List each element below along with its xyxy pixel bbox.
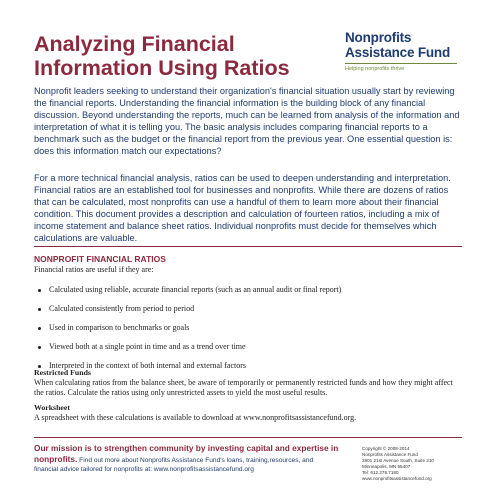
intro-paragraph-1: Nonprofit leaders seeking to understand their organization's financial situation usually start by reviewing the financial reports. Understanding the financial information is the building block of any financial discussion. Beyond understanding the reports, much can be learned from analysis of the information and interpretation of what it is telling you. The basic analysis includes comparing financial reports to a benchmark such as the budget or the financial report from the previous year. One essential question is: does this information match our expectations? — [34, 86, 460, 156]
logo-line-1: Nonprofits — [345, 30, 412, 45]
logo-line-2: Assistance Fund — [345, 45, 451, 60]
list-item-text: Used in comparison to benchmarks or goals — [49, 323, 190, 332]
org-name-line: Nonprofits Assistance Fund — [362, 451, 418, 457]
section-heading: NONPROFIT FINANCIAL RATIOS — [34, 254, 166, 264]
list-item-text: Calculated consistently from period to period — [49, 304, 195, 313]
list-item-text: Calculated using reliable, accurate financial reports (such as an annual audit or final report) — [49, 285, 342, 294]
list-item — [38, 342, 458, 361]
intro-paragraph-2: For a more technical financial analysis, ratios can be used to deepen understanding and interpretation. Financial ratios are an established tool for businesses and nonprofits. While there are dozens of ratios that can be calculated, most nonprofits can use a handful of them to learn more about their financial condition. This document provides a description and calculation of fourteen ratios, including a mix of income statement and balance sheet ratios. Individual nonprofits must decide for themselves which calculations are valuable. — [34, 173, 451, 243]
list-item — [38, 323, 458, 342]
mission-bold: Our mission is to strengthen community by investing capital and expertise in nonprofits. — [34, 443, 339, 464]
bullet-icon — [38, 308, 41, 311]
copyright-line: Copyright © 2008-2014 — [362, 446, 410, 451]
ratio-criteria-list — [38, 285, 458, 380]
bullet-icon — [38, 346, 41, 349]
worksheet-heading: Worksheet — [34, 403, 70, 412]
logo-tagline: Helping nonprofits thrive — [345, 66, 405, 72]
restricted-funds-text: When calculating ratios from the balance sheet, be aware of temporarily or permanently restricted funds and how they might affect the ratios. Calculate the ratios using only unrestricted assets to yield the most useful results. — [34, 378, 453, 397]
restricted-funds-heading: Restricted Funds — [34, 368, 91, 377]
section-divider-bottom — [34, 437, 462, 438]
list-item-text: Viewed both at a single point in time and as a trend over time — [49, 342, 246, 351]
page-title — [34, 32, 334, 80]
website-line: www.nonprofitsassistancefund.org — [362, 475, 432, 481]
list-item-text: Interpreted in the context of both internal and external factors — [49, 361, 247, 370]
phone-line: Tel: 612.278.7180 — [362, 469, 399, 475]
logo-rule — [345, 63, 457, 64]
list-item — [38, 304, 458, 323]
organization-logo — [345, 30, 463, 73]
contact-block — [362, 446, 472, 481]
address-line-1: 2801 21st Avenue South, Suite 210 — [362, 457, 434, 463]
title-line-1: Analyzing Financial — [34, 32, 235, 56]
section-divider-top — [34, 246, 462, 247]
worksheet-text: A spreadsheet with these calculations is available to download at www.nonprofitsassistancefund.org. — [34, 413, 357, 422]
section-intro: Financial ratios are useful if they are: — [34, 265, 154, 274]
mission-statement — [34, 444, 339, 474]
bullet-icon — [38, 289, 41, 292]
mission-text: Find out more about Nonprofits Assistance Fund's loans, training,resources, and financial advice tailored for nonprofits at: www.nonprofitsassistancefund.org — [34, 456, 314, 473]
title-line-2: Information Using Ratios — [34, 56, 290, 80]
list-item — [38, 285, 458, 304]
address-line-2: Minneapolis, MN 55407 — [362, 463, 411, 469]
bullet-icon — [38, 327, 41, 330]
